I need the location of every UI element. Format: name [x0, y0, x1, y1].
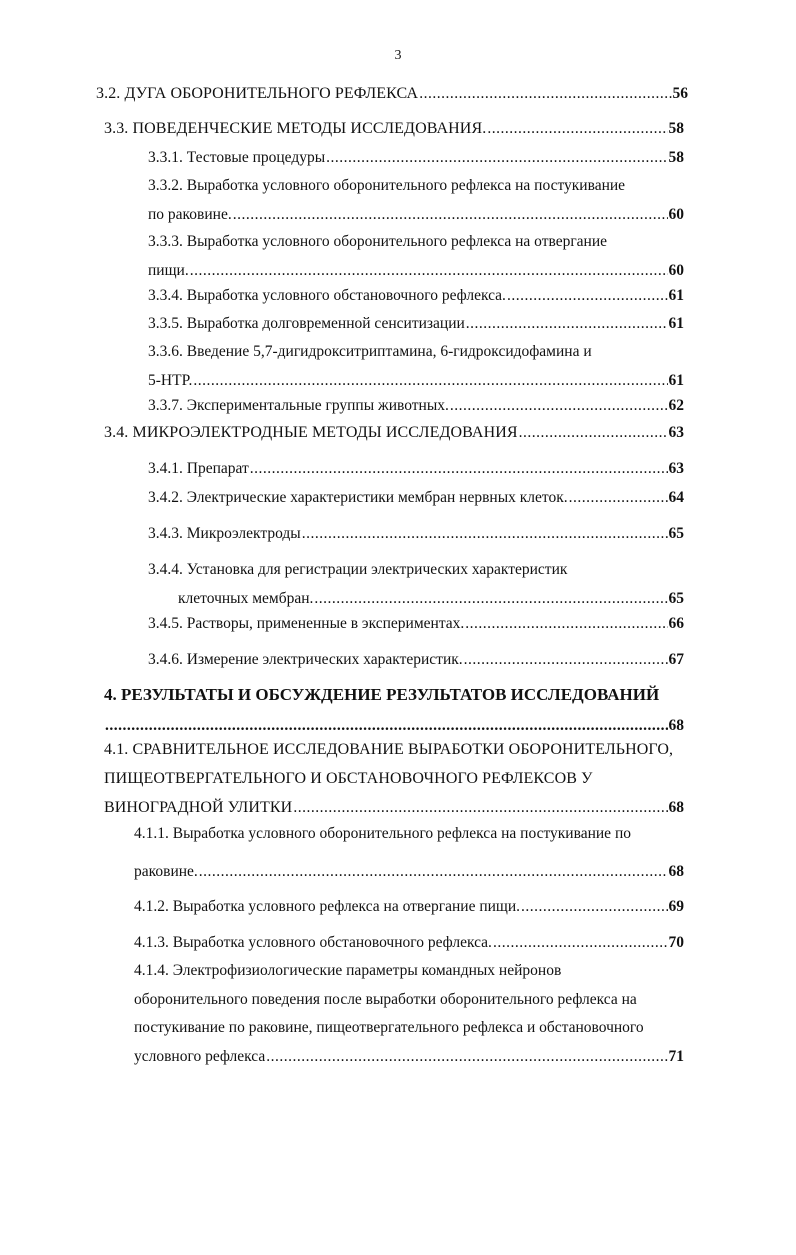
toc-entry-text: 3.4.1. Препарат — [148, 460, 249, 477]
toc-entry-page: 61 — [668, 315, 684, 332]
toc-entry-page: 60 — [668, 205, 684, 223]
toc-entry-text: 3.4.6. Измерение электрических характеристик. — [148, 651, 463, 668]
toc-entry-3-4-3[interactable] — [148, 526, 684, 542]
toc-entry-text-cont: ПИЩЕОТВЕРГАТЕЛЬНОГО И ОБСТАНОВОЧНОГО РЕФЛЕКСОВ У — [104, 770, 593, 787]
toc-entry-text: 4.1.2. Выработка условного рефлекса на отвергание пищи. — [134, 898, 521, 915]
toc-entry-text-cont: условного рефлекса — [134, 1047, 266, 1065]
toc-entry-text: 3.3.7. Экспериментальные группы животных. — [148, 397, 449, 414]
toc-entry-page: 60 — [668, 261, 684, 279]
toc-entry-text: 3.3.6. Введение 5,7-дигидрокситриптамина, 6-гидроксидофамина и — [148, 343, 592, 360]
page-number: 3 — [394, 48, 402, 63]
toc-entry-page: 61 — [668, 371, 684, 389]
toc-entry-text: 3.4.3. Микроэлектроды — [148, 525, 301, 542]
toc-entry-text-cont: ВИНОГРАДНОЙ УЛИТКИ — [104, 799, 293, 816]
toc-entry-page: 58 — [668, 149, 684, 166]
toc-entry-page: 68 — [668, 862, 684, 880]
toc-entry-3-4-6[interactable] — [148, 652, 684, 668]
toc-entry-3-2[interactable] — [96, 86, 688, 102]
toc-entry-3-3-4[interactable] — [148, 288, 684, 304]
toc-entry-page: 67 — [668, 651, 684, 668]
toc-entry-text-cont: клеточных мембран. — [178, 589, 314, 607]
toc-entry-3-3[interactable] — [104, 121, 684, 137]
toc-entry-4[interactable] — [104, 686, 684, 734]
toc-entry-page: 71 — [668, 1047, 684, 1065]
toc-entry-3-4-2[interactable] — [148, 490, 684, 506]
toc-entry-text: 3.3. ПОВЕДЕНЧЕСКИЕ МЕТОДЫ ИССЛЕДОВАНИЯ. — [104, 120, 487, 137]
toc-entry-text: 3.4.4. Установка для регистрации электрических характеристик — [148, 561, 568, 578]
toc-entry-3-3-3[interactable] — [148, 234, 684, 278]
toc-entry-page: 70 — [668, 934, 684, 951]
toc-entry-3-3-1[interactable] — [148, 150, 684, 166]
toc-entry-3-4-4[interactable] — [148, 562, 684, 606]
toc-entry-3-4[interactable] — [104, 425, 684, 441]
toc-entry-text-cont: 5-HTP. — [148, 371, 193, 389]
toc-entry-3-3-5[interactable] — [148, 316, 684, 332]
toc-entry-page: 69 — [668, 898, 684, 915]
toc-entry-page: 58 — [668, 120, 684, 137]
toc-entry-4-1[interactable] — [104, 742, 684, 816]
toc-entry-page: 63 — [668, 460, 684, 477]
toc-entry-4-1-3[interactable] — [134, 935, 684, 951]
toc-entry-3-3-7[interactable] — [148, 398, 684, 414]
toc-entry-page: 64 — [668, 489, 684, 506]
toc-entry-page: 68 — [668, 799, 684, 816]
toc-entry-4-1-2[interactable] — [134, 899, 684, 915]
toc-entry-3-3-6[interactable] — [148, 344, 684, 388]
toc-entry-text: 3.3.5. Выработка долговременной сенситизации — [148, 315, 465, 332]
toc-entry-page: 65 — [668, 589, 684, 607]
toc-entry-page: 68 — [668, 717, 684, 734]
toc-entry-4-1-4[interactable] — [134, 963, 684, 1064]
toc-entry-text: 3.4. МИКРОЭЛЕКТРОДНЫЕ МЕТОДЫ ИССЛЕДОВАНИЯ — [104, 424, 518, 441]
toc-entry-text: 4. РЕЗУЛЬТАТЫ И ОБСУЖДЕНИЕ РЕЗУЛЬТАТОВ ИССЛЕДОВАНИЙ — [104, 685, 660, 704]
toc-entry-text-cont: оборонительного поведения после выработки оборонительного рефлекса на — [134, 990, 637, 1008]
toc-entry-page: 65 — [668, 525, 684, 542]
toc-entry-page: 56 — [672, 85, 688, 102]
toc-entry-3-3-2[interactable] — [148, 178, 684, 222]
toc-entry-text-cont: пищи. — [148, 261, 189, 279]
toc-entry-text-cont: постукивание по раковине, пищеотвергательного рефлекса и обстановочного — [134, 1019, 644, 1036]
toc-entry-text: 3.3.2. Выработка условного оборонительного рефлекса на постукивание — [148, 177, 626, 194]
toc-entry-text: 3.3.3. Выработка условного оборонительного рефлекса на отвергание — [148, 233, 608, 250]
toc-entry-page: 63 — [668, 424, 684, 441]
toc-entry-text: 4.1. СРАВНИТЕЛЬНОЕ ИССЛЕДОВАНИЕ ВЫРАБОТКИ ОБОРОНИТЕЛЬНОГО, — [104, 741, 674, 758]
toc-entry-text: 4.1.4. Электрофизиологические параметры командных нейронов — [134, 962, 562, 979]
toc-entry-page: 61 — [668, 287, 684, 304]
toc-entry-text: 4.1.1. Выработка условного оборонительного рефлекса на постукивание по — [134, 825, 631, 842]
toc-entry-text: 3.2. ДУГА ОБОРОНИТЕЛЬНОГО РЕФЛЕКСА — [96, 85, 419, 102]
toc-entry-text: 3.4.2. Электрические характеристики мембран нервных клеток. — [148, 489, 568, 506]
toc-entry-3-4-1[interactable] — [148, 461, 684, 477]
toc-entry-4-1-1[interactable] — [134, 826, 684, 879]
toc-entry-3-4-5[interactable] — [148, 616, 684, 632]
toc-entry-page: 66 — [668, 615, 684, 632]
toc-entry-text: 3.4.5. Растворы, примененные в экспериментах. — [148, 615, 465, 632]
toc-entry-text-cont: раковине. — [134, 862, 198, 880]
toc-entry-text-cont: по раковине. — [148, 205, 232, 223]
toc-entry-text: 4.1.3. Выработка условного обстановочного рефлекса. — [134, 934, 492, 951]
toc-entry-page: 62 — [668, 397, 684, 414]
toc-entry-text: 3.3.4. Выработка условного обстановочного рефлекса. — [148, 287, 506, 304]
toc-entry-text: 3.3.1. Тестовые процедуры — [148, 149, 326, 166]
